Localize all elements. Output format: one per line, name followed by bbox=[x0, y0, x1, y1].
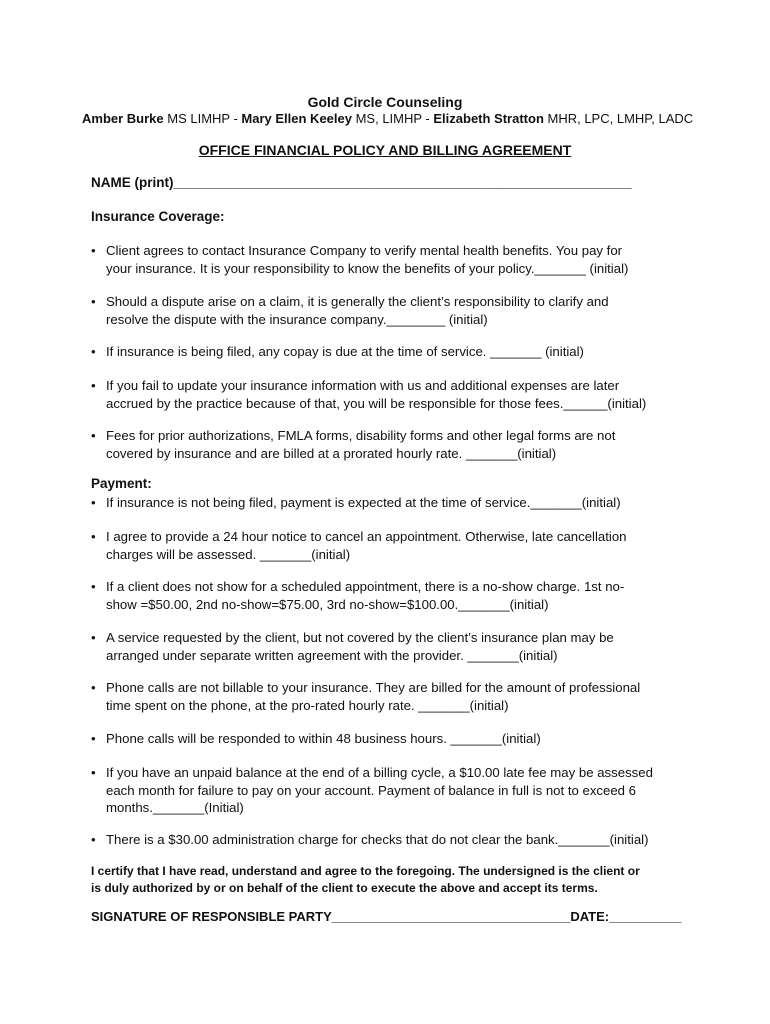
list-item bbox=[91, 343, 691, 361]
list-item bbox=[91, 427, 691, 462]
list-item-text: A service requested by the client, but not covered by the client’s insurance plan may be arranged under separate written agreement with the provider. _______(initial) bbox=[106, 630, 614, 663]
insurance-heading: Insurance Coverage: bbox=[91, 209, 225, 224]
list-item-text: If insurance is being filed, any copay is due at the time of service. _______ (initial) bbox=[106, 344, 584, 359]
bullet-icon: • bbox=[91, 731, 96, 746]
bullet-icon: • bbox=[91, 428, 96, 443]
provider-credentials: MS, LIMHP - bbox=[351, 111, 434, 126]
payment-heading: Payment: bbox=[91, 476, 152, 491]
list-item-text: Phone calls are not billable to your insurance. They are billed for the amount of professional time spent on the phone, at the pro-rated hourly rate. _______(initial) bbox=[106, 680, 641, 713]
bullet-icon: • bbox=[91, 680, 96, 695]
list-item bbox=[91, 730, 691, 748]
provider-name: Elizabeth Stratton bbox=[433, 111, 544, 126]
list-item bbox=[91, 293, 691, 328]
bullet-icon: • bbox=[91, 630, 96, 645]
provider-name: Amber Burke bbox=[82, 111, 164, 126]
name-print-field[interactable]: NAME (print)_____________________________________________________________ bbox=[91, 175, 632, 190]
list-item bbox=[91, 377, 691, 412]
bullet-icon: • bbox=[91, 344, 96, 359]
list-item-text: If you have an unpaid balance at the end of a billing cycle, a $10.00 late fee may be assessed each month for failure to pay on your account. Payment of balance in full is not to exceed 6 months._______(Initial) bbox=[106, 765, 653, 815]
list-item-text: Client agrees to contact Insurance Company to verify mental health benefits. You pay for your insurance. It is your responsibility to know the benefits of your policy._______ (initial) bbox=[106, 243, 629, 276]
provider-list bbox=[82, 111, 693, 126]
list-item-text: Fees for prior authorizations, FMLA forms, disability forms and other legal forms are not covered by insurance and are billed at a prorated hourly rate. _______(initial) bbox=[106, 428, 616, 461]
list-item bbox=[91, 528, 691, 563]
list-item bbox=[91, 629, 691, 664]
practice-name: Gold Circle Counseling bbox=[307, 94, 463, 110]
provider-credentials: MS LIMHP - bbox=[163, 111, 242, 126]
bullet-icon: • bbox=[91, 378, 96, 393]
list-item bbox=[91, 494, 691, 512]
provider-name: Mary Ellen Keeley bbox=[241, 111, 352, 126]
list-item-text: Should a dispute arise on a claim, it is generally the client’s responsibility to clarify and resolve the dispute with the insurance company.________ (initial) bbox=[106, 294, 609, 327]
list-item bbox=[91, 764, 701, 817]
bullet-icon: • bbox=[91, 579, 96, 594]
list-item bbox=[91, 831, 691, 849]
list-item bbox=[91, 242, 691, 277]
provider-credentials: MHR, LPC, LMHP, LADC bbox=[543, 111, 694, 126]
list-item-text: If insurance is not being filed, payment is expected at the time of service._______(initial) bbox=[106, 495, 621, 510]
bullet-icon: • bbox=[91, 243, 96, 258]
bullet-icon: • bbox=[91, 294, 96, 309]
list-item bbox=[91, 679, 691, 714]
list-item-text: Phone calls will be responded to within 48 business hours. _______(initial) bbox=[106, 731, 541, 746]
list-item-text: I agree to provide a 24 hour notice to cancel an appointment. Otherwise, late cancellation charges will be assessed. _______(initial) bbox=[106, 529, 627, 562]
list-item bbox=[91, 578, 691, 613]
document-title: OFFICE FINANCIAL POLICY AND BILLING AGREEMENT bbox=[198, 142, 572, 158]
list-item-text: There is a $30.00 administration charge for checks that do not clear the bank._______(initial) bbox=[106, 832, 649, 847]
signature-date-field[interactable]: SIGNATURE OF RESPONSIBLE PARTY_________________________________DATE:__________ bbox=[91, 909, 682, 924]
list-item-text: If a client does not show for a scheduled appointment, there is a no-show charge. 1st no- show =$50.00, 2nd no-show=$75.00, 3rd no-show=$100.00._______(initial) bbox=[106, 579, 625, 612]
list-item-text: If you fail to update your insurance information with us and additional expenses are later accrued by the practice because of that, you will be responsible for those fees.______(initial) bbox=[106, 378, 647, 411]
bullet-icon: • bbox=[91, 765, 96, 780]
bullet-icon: • bbox=[91, 495, 96, 510]
bullet-icon: • bbox=[91, 832, 96, 847]
bullet-icon: • bbox=[91, 529, 96, 544]
certification-statement: I certify that I have read, understand and agree to the foregoing. The undersigned is the client or is duly authorized by or on behalf of the client to execute the above and accept its terms. bbox=[91, 864, 640, 895]
